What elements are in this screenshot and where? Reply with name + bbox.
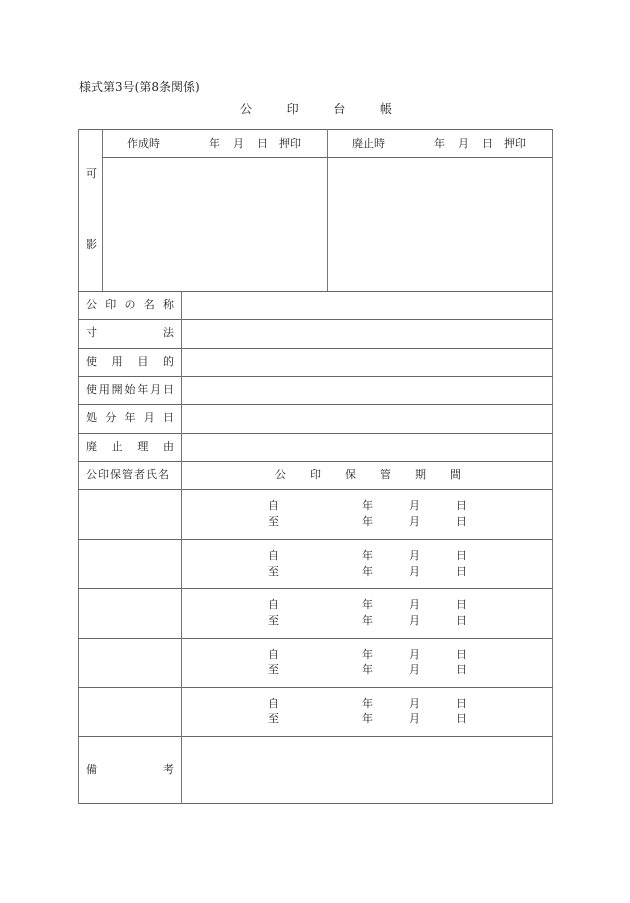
created-seal: 押印	[279, 137, 301, 150]
label-char: 分	[105, 411, 117, 424]
day-label: 日	[456, 598, 467, 611]
created-day: 日	[257, 137, 268, 150]
field-label-purpose	[86, 356, 174, 368]
label-char: の	[124, 298, 136, 311]
field-label-seal-name	[86, 299, 174, 311]
day-label: 日	[456, 499, 467, 512]
row-line	[78, 461, 553, 462]
header-char: 間	[450, 468, 461, 481]
label-char: 公	[86, 298, 97, 311]
from-label: 自	[268, 549, 279, 562]
abolished-label: 廃止時	[352, 137, 385, 150]
custodian-name-cell[interactable]	[79, 490, 181, 539]
title-char: 印	[286, 102, 299, 116]
field-label-dimensions	[86, 327, 174, 339]
year-label: 年	[362, 565, 373, 578]
label-char: 止	[111, 440, 123, 453]
header-char: 保	[345, 468, 356, 481]
field-label-disposal-date	[86, 412, 174, 424]
label-char: 廃	[86, 440, 97, 453]
title-char: 公	[240, 102, 253, 116]
day-label: 日	[456, 515, 467, 528]
field-value-abolish-reason[interactable]	[182, 434, 552, 461]
label-char: 使	[86, 355, 97, 368]
form-title	[240, 103, 392, 115]
title-char: 台	[333, 102, 346, 116]
impression-label-bottom: 影	[86, 238, 97, 251]
label-char: 用	[98, 383, 110, 396]
label-char: 処	[86, 411, 97, 424]
label-char: 称	[163, 298, 174, 311]
header-char: 期	[415, 468, 426, 481]
year-label: 年	[362, 598, 373, 611]
label-char: 考	[163, 763, 174, 776]
year-label: 年	[362, 614, 373, 627]
from-label: 自	[268, 648, 279, 661]
day-label: 日	[456, 549, 467, 562]
month-label: 月	[409, 515, 420, 528]
month-label: 月	[409, 663, 420, 676]
year-label: 年	[362, 712, 373, 725]
label-char: 始	[124, 383, 136, 396]
table-border-right	[552, 129, 553, 804]
abolished-day: 日	[482, 137, 493, 150]
label-char: 用	[111, 355, 123, 368]
field-value-seal-name[interactable]	[182, 292, 552, 319]
month-label: 月	[409, 697, 420, 710]
label-char: 日	[163, 411, 174, 424]
title-char: 帳	[379, 102, 392, 116]
field-value-dimensions[interactable]	[182, 320, 552, 348]
month-label: 月	[409, 499, 420, 512]
to-label: 至	[268, 614, 279, 627]
to-label: 至	[268, 565, 279, 578]
from-label: 自	[268, 697, 279, 710]
custodian-name-cell[interactable]	[79, 540, 181, 588]
day-label: 日	[456, 663, 467, 676]
custodian-name-cell[interactable]	[79, 639, 181, 687]
custody-period-header	[275, 469, 461, 481]
label-char: 法	[163, 326, 174, 339]
day-label: 日	[456, 648, 467, 661]
month-label: 月	[409, 549, 420, 562]
label-char: 日	[162, 383, 174, 396]
label-char: 的	[162, 355, 174, 368]
label-char: 寸	[86, 326, 97, 339]
abolished-month: 月	[458, 137, 469, 150]
year-label: 年	[362, 549, 373, 562]
remarks-value[interactable]	[182, 737, 552, 803]
month-label: 月	[409, 598, 420, 611]
impression-label-top: 可	[86, 167, 97, 180]
year-label: 年	[362, 648, 373, 661]
label-char: 目	[137, 355, 149, 368]
label-char: 印	[105, 298, 117, 311]
day-label: 日	[456, 712, 467, 725]
label-char: 月	[143, 411, 155, 424]
year-label: 年	[362, 499, 373, 512]
abolished-impression-area[interactable]	[328, 158, 552, 291]
header-char: 公	[275, 468, 286, 481]
label-char: 年	[137, 383, 149, 396]
header-char: 印	[310, 468, 321, 481]
label-char: 使	[86, 383, 97, 396]
from-label: 自	[268, 598, 279, 611]
custodian-name-cell[interactable]	[79, 688, 181, 736]
field-label-start-date	[86, 384, 174, 396]
month-label: 月	[409, 565, 420, 578]
month-label: 月	[409, 648, 420, 661]
month-label: 月	[409, 614, 420, 627]
remarks-label	[86, 764, 174, 776]
to-label: 至	[268, 663, 279, 676]
created-month: 月	[233, 137, 244, 150]
form-number: 様式第3号(第8条関係)	[79, 80, 200, 94]
field-value-disposal-date[interactable]	[182, 405, 552, 433]
year-label: 年	[362, 697, 373, 710]
day-label: 日	[456, 614, 467, 627]
to-label: 至	[268, 712, 279, 725]
table-border-top	[78, 129, 553, 130]
custodian-name-cell[interactable]	[79, 589, 181, 638]
abolished-seal: 押印	[504, 137, 526, 150]
header-char: 管	[380, 468, 391, 481]
abolished-year: 年	[434, 137, 445, 150]
year-label: 年	[362, 663, 373, 676]
field-value-start-date[interactable]	[182, 377, 552, 404]
label-char: 由	[162, 440, 174, 453]
from-label: 自	[268, 499, 279, 512]
label-char: 月	[150, 383, 162, 396]
created-impression-area[interactable]	[103, 158, 327, 291]
month-label: 月	[409, 712, 420, 725]
label-char: 名	[143, 298, 155, 311]
label-char: 備	[86, 763, 97, 776]
to-label: 至	[268, 515, 279, 528]
created-label: 作成時	[127, 137, 160, 150]
created-year: 年	[209, 137, 220, 150]
day-label: 日	[456, 565, 467, 578]
table-border-bottom	[78, 803, 553, 804]
year-label: 年	[362, 515, 373, 528]
day-label: 日	[456, 697, 467, 710]
custodian-name-header: 公印保管者氏名	[86, 468, 170, 481]
label-char: 開	[111, 383, 123, 396]
field-value-purpose[interactable]	[182, 349, 552, 376]
label-char: 年	[124, 411, 136, 424]
field-label-abolish-reason	[86, 441, 174, 453]
label-char: 理	[137, 440, 149, 453]
